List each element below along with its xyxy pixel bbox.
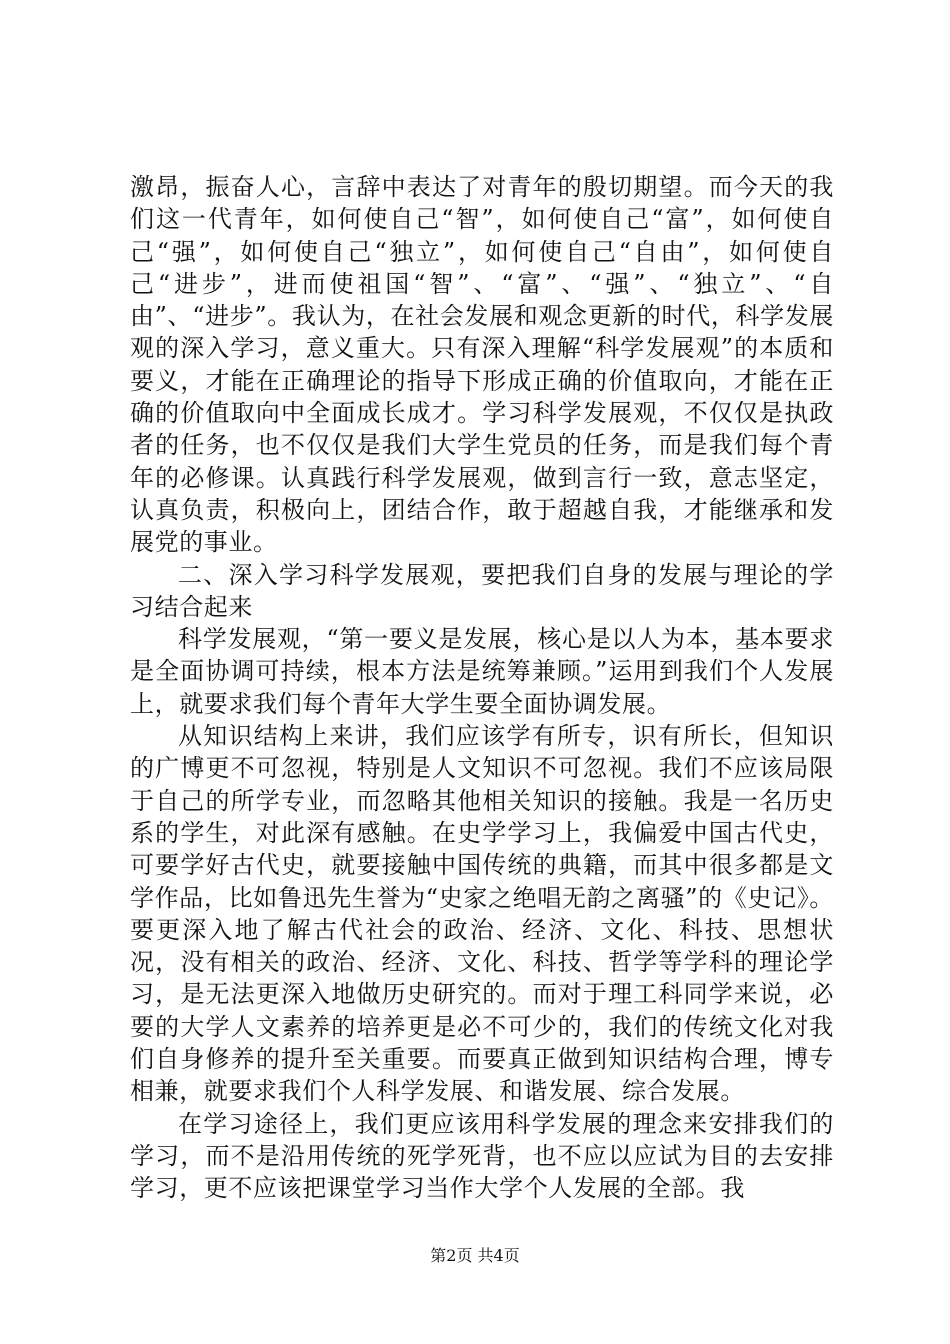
paragraph: 从知识结构上来讲，我们应该学有所专，识有所长，但知识的广博更不可忽视，特别是人文知识不可忽视。我们不应该局限于自己的所学专业，而忽略其他相关知识的接触。我是一名历史系的学生，对此深有感触。在史学学习上，我偏爱中国古代史，可要学好古代史，就要接触中国传统的典籍，而其中很多都是文学作品，比如鲁迅先生誉为“史家之绝唱无韵之离骚”的《史记》。要更深入地了解古代社会的政治、经济、文化、科技、思想状况，没有相关的政治、经济、文化、科技、哲学等学科的理论学习，是无法更深入地做历史研究的。而对于理工科同学来说，必要的大学人文素养的培养更是必不可少的，我们的传统文化对我们自身修养的提升至关重要。而要真正做到知识结构合理，博专相兼，就要求我们个人科学发展、和谐发展、综合发展。 — [130, 722, 834, 1106]
paragraph: 科学发展观，“第一要义是发展，核心是以人为本，基本要求是全面协调可持续，根本方法是统筹兼顾。”运用到我们个人发展上，就要求我们每个青年大学生要全面协调发展。 — [130, 625, 834, 718]
paragraph: 在学习途径上，我们更应该用科学发展的理念来安排我们的学习，而不是沿用传统的死学死背，也不应以应试为目的去安排学习，更不应该把课堂学习当作大学个人发展的全部。我 — [130, 1109, 834, 1203]
document-body — [130, 171, 834, 1205]
page-footer: 第2页 共4页 — [430, 1246, 520, 1265]
section-heading-2: 二、深入学习科学发展观，要把我们自身的发展与理论的学习结合起来 — [130, 560, 834, 621]
paragraph-continued: 激昂，振奋人心，言辞中表达了对青年的殷切期望。而今天的我们这一代青年，如何使自己“智”，如何使自己“富”，如何使自己“强”，如何使自己“独立”，如何使自己“自由”，如何使自己“进步”，进而使祖国“智”、“富”、“强”、“独立”、“自由”、“进步”。我认为，在社会发展和观念更新的时代，科学发展观的深入学习，意义重大。只有深入理解“科学发展观”的本质和要义，才能在正确理论的指导下形成正确的价值取向，才能在正确的价值取向中全面成长成才。学习科学发展观，不仅仅是执政者的任务，也不仅仅是我们大学生党员的任务，而是我们每个青年的必修课。认真践行科学发展观，做到言行一致，意志坚定，认真负责，积极向上，团结合作，敢于超越自我，才能继承和发展党的事业。 — [130, 173, 834, 557]
